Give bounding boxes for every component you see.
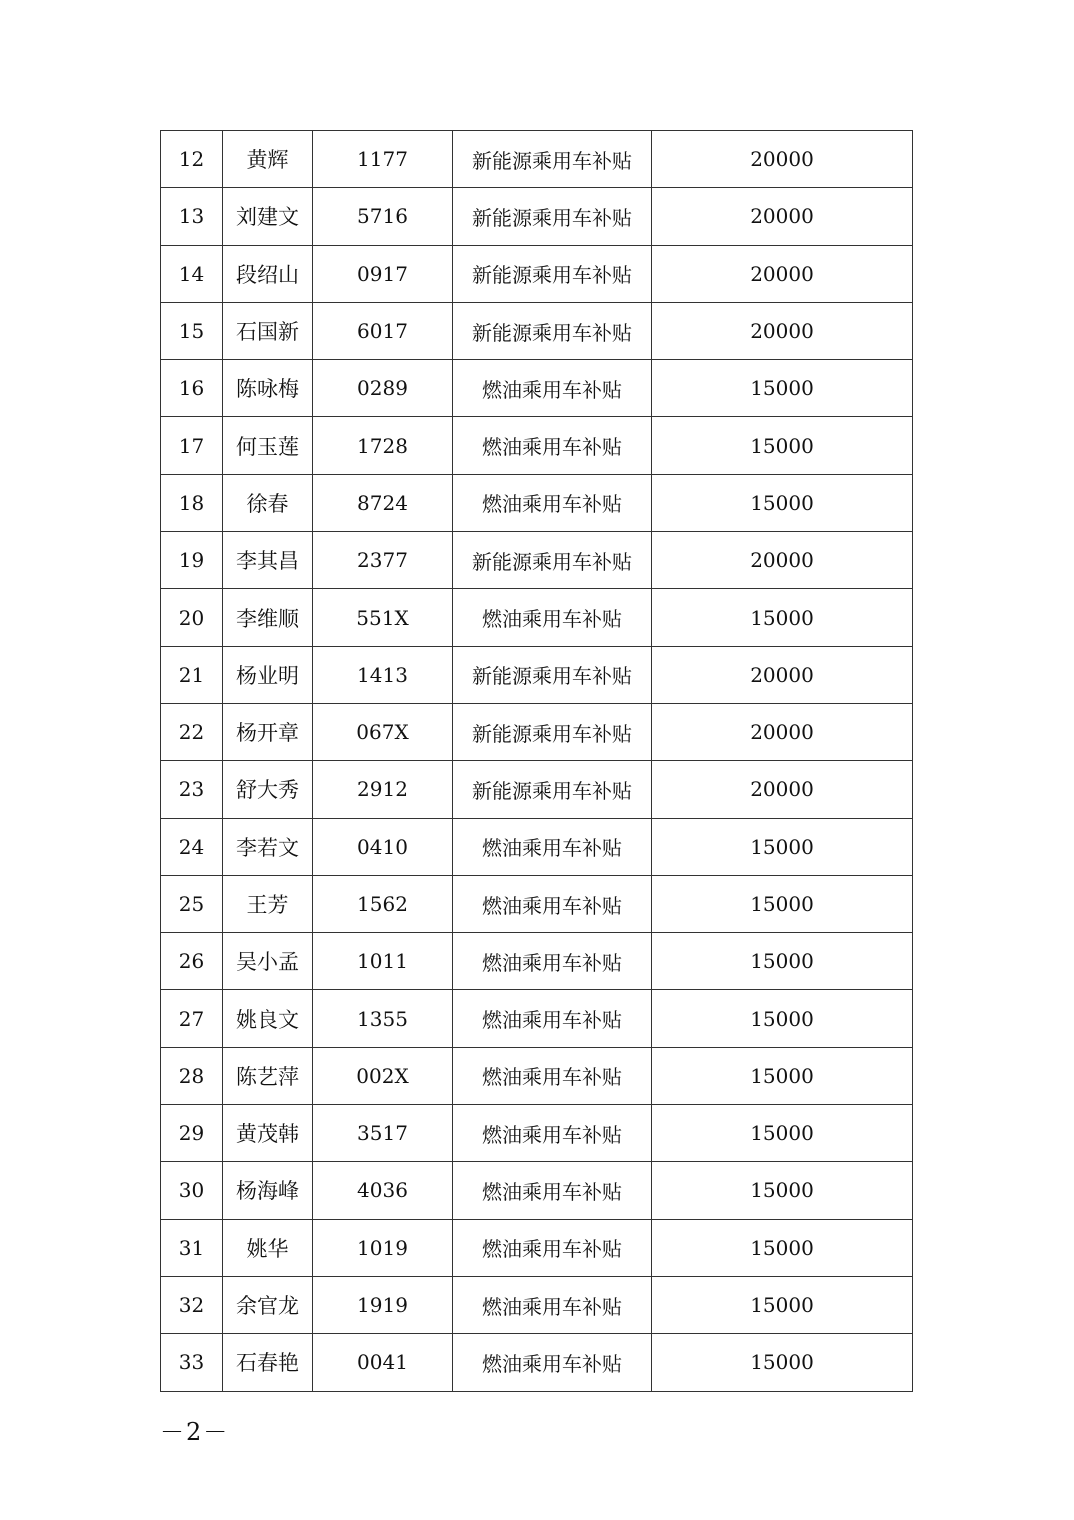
subsidy-type-cell: 燃油乘用车补贴 [453,1276,652,1333]
name-cell: 李其昌 [223,532,313,589]
table-row [161,474,913,531]
row-number-cell: 33 [161,1334,223,1391]
name-cell: 刘建文 [223,188,313,245]
row-number-cell: 17 [161,417,223,474]
subsidy-type-cell: 燃油乘用车补贴 [453,474,652,531]
id-tail-cell: 002X [313,1047,453,1104]
table-row [161,1105,913,1162]
table-row [161,188,913,245]
id-tail-cell: 1919 [313,1276,453,1333]
id-tail-cell: 0410 [313,818,453,875]
name-cell: 姚良文 [223,990,313,1047]
name-cell: 王芳 [223,875,313,932]
id-tail-cell: 0289 [313,360,453,417]
name-cell: 杨业明 [223,646,313,703]
id-tail-cell: 1728 [313,417,453,474]
row-number-cell: 24 [161,818,223,875]
subsidy-type-cell: 燃油乘用车补贴 [453,1334,652,1391]
amount-cell: 15000 [652,875,913,932]
table-row [161,1334,913,1391]
row-number-cell: 21 [161,646,223,703]
table-row [161,131,913,188]
id-tail-cell: 1413 [313,646,453,703]
page-number: －2－ [160,1418,230,1446]
amount-cell: 20000 [652,532,913,589]
name-cell: 黄辉 [223,131,313,188]
table-row [161,302,913,359]
subsidy-type-cell: 燃油乘用车补贴 [453,990,652,1047]
id-tail-cell: 0041 [313,1334,453,1391]
id-tail-cell: 5716 [313,188,453,245]
id-tail-cell: 3517 [313,1105,453,1162]
table-row [161,1276,913,1333]
name-cell: 徐春 [223,474,313,531]
row-number-cell: 22 [161,703,223,760]
id-tail-cell: 1562 [313,875,453,932]
table-row [161,933,913,990]
amount-cell: 15000 [652,1162,913,1219]
subsidy-type-cell: 燃油乘用车补贴 [453,1219,652,1276]
id-tail-cell: 8724 [313,474,453,531]
name-cell: 石国新 [223,302,313,359]
subsidy-type-cell: 新能源乘用车补贴 [453,703,652,760]
name-cell: 余官龙 [223,1276,313,1333]
amount-cell: 15000 [652,933,913,990]
id-tail-cell: 4036 [313,1162,453,1219]
table-row [161,1047,913,1104]
subsidy-type-cell: 新能源乘用车补贴 [453,188,652,245]
row-number-cell: 32 [161,1276,223,1333]
amount-cell: 15000 [652,1105,913,1162]
id-tail-cell: 1177 [313,131,453,188]
row-number-cell: 19 [161,532,223,589]
row-number-cell: 25 [161,875,223,932]
id-tail-cell: 551X [313,589,453,646]
amount-cell: 20000 [652,646,913,703]
amount-cell: 20000 [652,703,913,760]
amount-cell: 20000 [652,761,913,818]
subsidy-type-cell: 燃油乘用车补贴 [453,818,652,875]
amount-cell: 15000 [652,1334,913,1391]
amount-cell: 15000 [652,589,913,646]
id-tail-cell: 1019 [313,1219,453,1276]
name-cell: 黄茂韩 [223,1105,313,1162]
table-row [161,532,913,589]
name-cell: 姚华 [223,1219,313,1276]
subsidy-type-cell: 燃油乘用车补贴 [453,360,652,417]
amount-cell: 15000 [652,1276,913,1333]
subsidy-type-cell: 燃油乘用车补贴 [453,1105,652,1162]
name-cell: 杨开章 [223,703,313,760]
table-row [161,245,913,302]
row-number-cell: 14 [161,245,223,302]
table-row [161,360,913,417]
subsidy-type-cell: 燃油乘用车补贴 [453,589,652,646]
subsidy-type-cell: 燃油乘用车补贴 [453,1162,652,1219]
table-row [161,875,913,932]
name-cell: 陈艺萍 [223,1047,313,1104]
subsidy-type-cell: 新能源乘用车补贴 [453,646,652,703]
subsidy-type-cell: 新能源乘用车补贴 [453,245,652,302]
name-cell: 杨海峰 [223,1162,313,1219]
row-number-cell: 31 [161,1219,223,1276]
subsidy-type-cell: 新能源乘用车补贴 [453,761,652,818]
subsidy-type-cell: 新能源乘用车补贴 [453,302,652,359]
subsidy-type-cell: 新能源乘用车补贴 [453,532,652,589]
table-body [161,131,913,1392]
row-number-cell: 29 [161,1105,223,1162]
row-number-cell: 26 [161,933,223,990]
amount-cell: 15000 [652,818,913,875]
row-number-cell: 12 [161,131,223,188]
id-tail-cell: 1011 [313,933,453,990]
amount-cell: 15000 [652,1219,913,1276]
subsidy-type-cell: 燃油乘用车补贴 [453,933,652,990]
row-number-cell: 30 [161,1162,223,1219]
amount-cell: 15000 [652,990,913,1047]
amount-cell: 20000 [652,245,913,302]
name-cell: 李维顺 [223,589,313,646]
name-cell: 舒大秀 [223,761,313,818]
row-number-cell: 16 [161,360,223,417]
table-row [161,1162,913,1219]
row-number-cell: 27 [161,990,223,1047]
row-number-cell: 23 [161,761,223,818]
id-tail-cell: 067X [313,703,453,760]
name-cell: 李若文 [223,818,313,875]
name-cell: 陈咏梅 [223,360,313,417]
subsidy-table [160,130,913,1392]
name-cell: 段绍山 [223,245,313,302]
amount-cell: 15000 [652,360,913,417]
table-row [161,589,913,646]
subsidy-type-cell: 燃油乘用车补贴 [453,875,652,932]
row-number-cell: 28 [161,1047,223,1104]
id-tail-cell: 1355 [313,990,453,1047]
row-number-cell: 13 [161,188,223,245]
table-row [161,990,913,1047]
amount-cell: 20000 [652,131,913,188]
name-cell: 何玉莲 [223,417,313,474]
amount-cell: 15000 [652,1047,913,1104]
table-row [161,703,913,760]
id-tail-cell: 6017 [313,302,453,359]
table-row [161,761,913,818]
amount-cell: 20000 [652,302,913,359]
table-row [161,1219,913,1276]
row-number-cell: 15 [161,302,223,359]
id-tail-cell: 2377 [313,532,453,589]
id-tail-cell: 2912 [313,761,453,818]
amount-cell: 15000 [652,417,913,474]
row-number-cell: 20 [161,589,223,646]
name-cell: 吴小孟 [223,933,313,990]
table-row [161,417,913,474]
name-cell: 石春艳 [223,1334,313,1391]
subsidy-type-cell: 燃油乘用车补贴 [453,417,652,474]
subsidy-type-cell: 新能源乘用车补贴 [453,131,652,188]
table-row [161,646,913,703]
subsidy-type-cell: 燃油乘用车补贴 [453,1047,652,1104]
id-tail-cell: 0917 [313,245,453,302]
table-row [161,818,913,875]
row-number-cell: 18 [161,474,223,531]
amount-cell: 20000 [652,188,913,245]
amount-cell: 15000 [652,474,913,531]
